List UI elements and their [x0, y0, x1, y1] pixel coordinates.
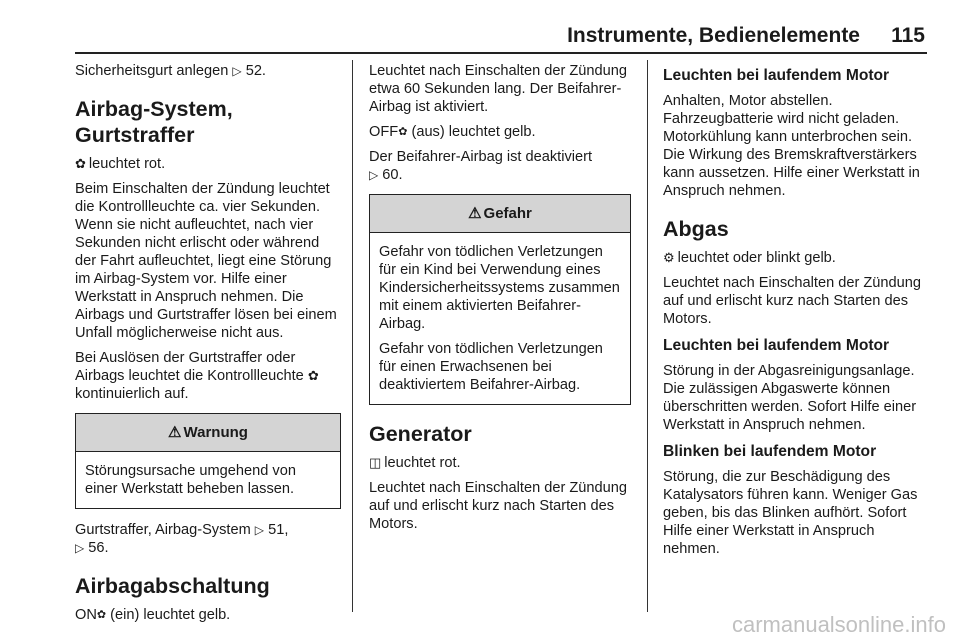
subheading-running-2: Leuchten bei laufendem Motor [663, 337, 890, 354]
header-rule [75, 52, 927, 54]
danger-box-header: ⚠ Gefahr [370, 195, 630, 233]
section-title-generator: Generator [369, 422, 472, 446]
reference-paragraph: Gurtstraffer, Airbag-System ▷ 51, ▷ 56. [75, 522, 289, 556]
section-title-abgas: Abgas [663, 217, 729, 241]
blink-paragraph: Störung, die zur Beschädigung des Katalysators führen kann. Weniger Gas geben, bis das Blinken aufhört. Sofort Hilfe einer Werkstatt in Anspruch nehmen. [663, 469, 918, 557]
generator-icon-line: ◫ leuchtet rot. [369, 455, 461, 471]
airbag-paragraph-2: Bei Auslösen der Gurtstraffer oder Airbags leuchtet die Kontrollleuchte ✿kontinuierlich auf. [75, 350, 319, 402]
danger-box-body: Gefahr von tödlichen Verletzungen für ein Kind bei Verwendung eines Kindersicherheitssystems zusammen mit einem aktivierten Beifahrer-Airbag. Gefahr von tödlichen Verletzungen für einen Erwachsenen bei deaktiviertem Beifahrer-Airbag. [379, 244, 620, 393]
battery-icon: ◫ [369, 455, 382, 470]
column-3 [663, 62, 927, 565]
warning-box [75, 413, 341, 509]
abgas-icon-line: ⚙ leuchtet oder blinkt gelb. [663, 250, 836, 266]
warning-box-body: Störungsursache umgehend von einer Werkstatt beheben lassen. [85, 463, 296, 497]
see-reference-arrow-icon: ▷ [75, 541, 85, 555]
cutoff-on-line: ON✿ (ein) leuchtet gelb. [75, 607, 231, 623]
watermark: carmanualsonline.info [731, 612, 946, 637]
airbag-off-paragraph: Der Beifahrer-Airbag ist deaktiviert ▷ 60. [369, 149, 593, 183]
running-paragraph-1: Anhalten, Motor abstellen. Fahrzeugbatterie wird nicht geladen. Motorkühlung kann unterbrochen sein. Die Wirkung des Bremskraftverstärkers kann aussetzen. Hilfe einer Werkstatt in Anspruch nehmen. [663, 93, 920, 199]
section-title-airbag: Airbag-System, Gurtstraffer [75, 97, 233, 147]
passenger-airbag-icon: ✿ [96, 609, 107, 621]
section-title-airbag-cutoff: Airbagabschaltung [75, 574, 270, 598]
page-number: 115 [891, 24, 925, 47]
column-2 [369, 62, 631, 540]
passenger-airbag-icon: ✿ [398, 126, 408, 138]
airbag-warning-icon: ✿ [75, 156, 86, 171]
header-title: Instrumente, Bedienelemente [567, 24, 860, 47]
airbag-icon-line: ✿ leuchtet rot. [75, 156, 166, 172]
airbag-on-paragraph: Leuchtet nach Einschalten der Zündung etwa 60 Sekunden lang. Der Beifahrer-Airbag ist aktiviert. [369, 63, 628, 115]
airbag-warning-icon: ✿ [307, 368, 319, 383]
cutoff-off-line: OFF✿ (aus) leuchtet gelb. [369, 124, 536, 140]
column-1 [75, 62, 341, 631]
see-reference-arrow-icon: ▷ [369, 168, 379, 182]
running-paragraph-2: Störung in der Abgasreinigungsanlage. Die zulässigen Abgaswerte können überschritten werden. Sofort Hilfe einer Werkstatt in Anspruch nehmen. [663, 363, 917, 433]
engine-check-icon: ⚙ [663, 250, 675, 265]
generator-paragraph: Leuchtet nach Einschalten der Zündung auf und erlischt kurz nach Starten des Motors. [369, 480, 628, 532]
subheading-blink: Blinken bei laufendem Motor [663, 443, 877, 460]
see-reference-arrow-icon: ▷ [232, 64, 242, 78]
danger-box [369, 194, 631, 405]
intro-paragraph: Sicherheitsgurt anlegen ▷ 52. [75, 63, 266, 79]
warning-triangle-icon: ⚠ [468, 204, 482, 222]
see-reference-arrow-icon: ▷ [254, 523, 265, 537]
warning-box-header: ⚠ Warnung [76, 414, 340, 452]
airbag-paragraph-1: Beim Einschalten der Zündung leuchtet die Kontrollleuchte ca. vier Sekunden. Wenn sie nicht aufleuchtet, nach vier Sekunden nicht erlischt oder während der Fahrt aufleuchtet, liegt eine Störung im Airbag-System vor. Hilfe einer Werkstatt in Anspruch nehmen. Die Airbags und Gurtstraffer lösen bei einem Unfall möglicherweise nicht aus. [75, 181, 337, 341]
subheading-running-1: Leuchten bei laufendem Motor [663, 67, 890, 84]
column-divider-1 [352, 60, 353, 612]
warning-triangle-icon: ⚠ [168, 423, 182, 441]
column-divider-2 [647, 60, 648, 612]
abgas-paragraph: Leuchtet nach Einschalten der Zündung auf und erlischt kurz nach Starten des Motors. [663, 275, 922, 327]
